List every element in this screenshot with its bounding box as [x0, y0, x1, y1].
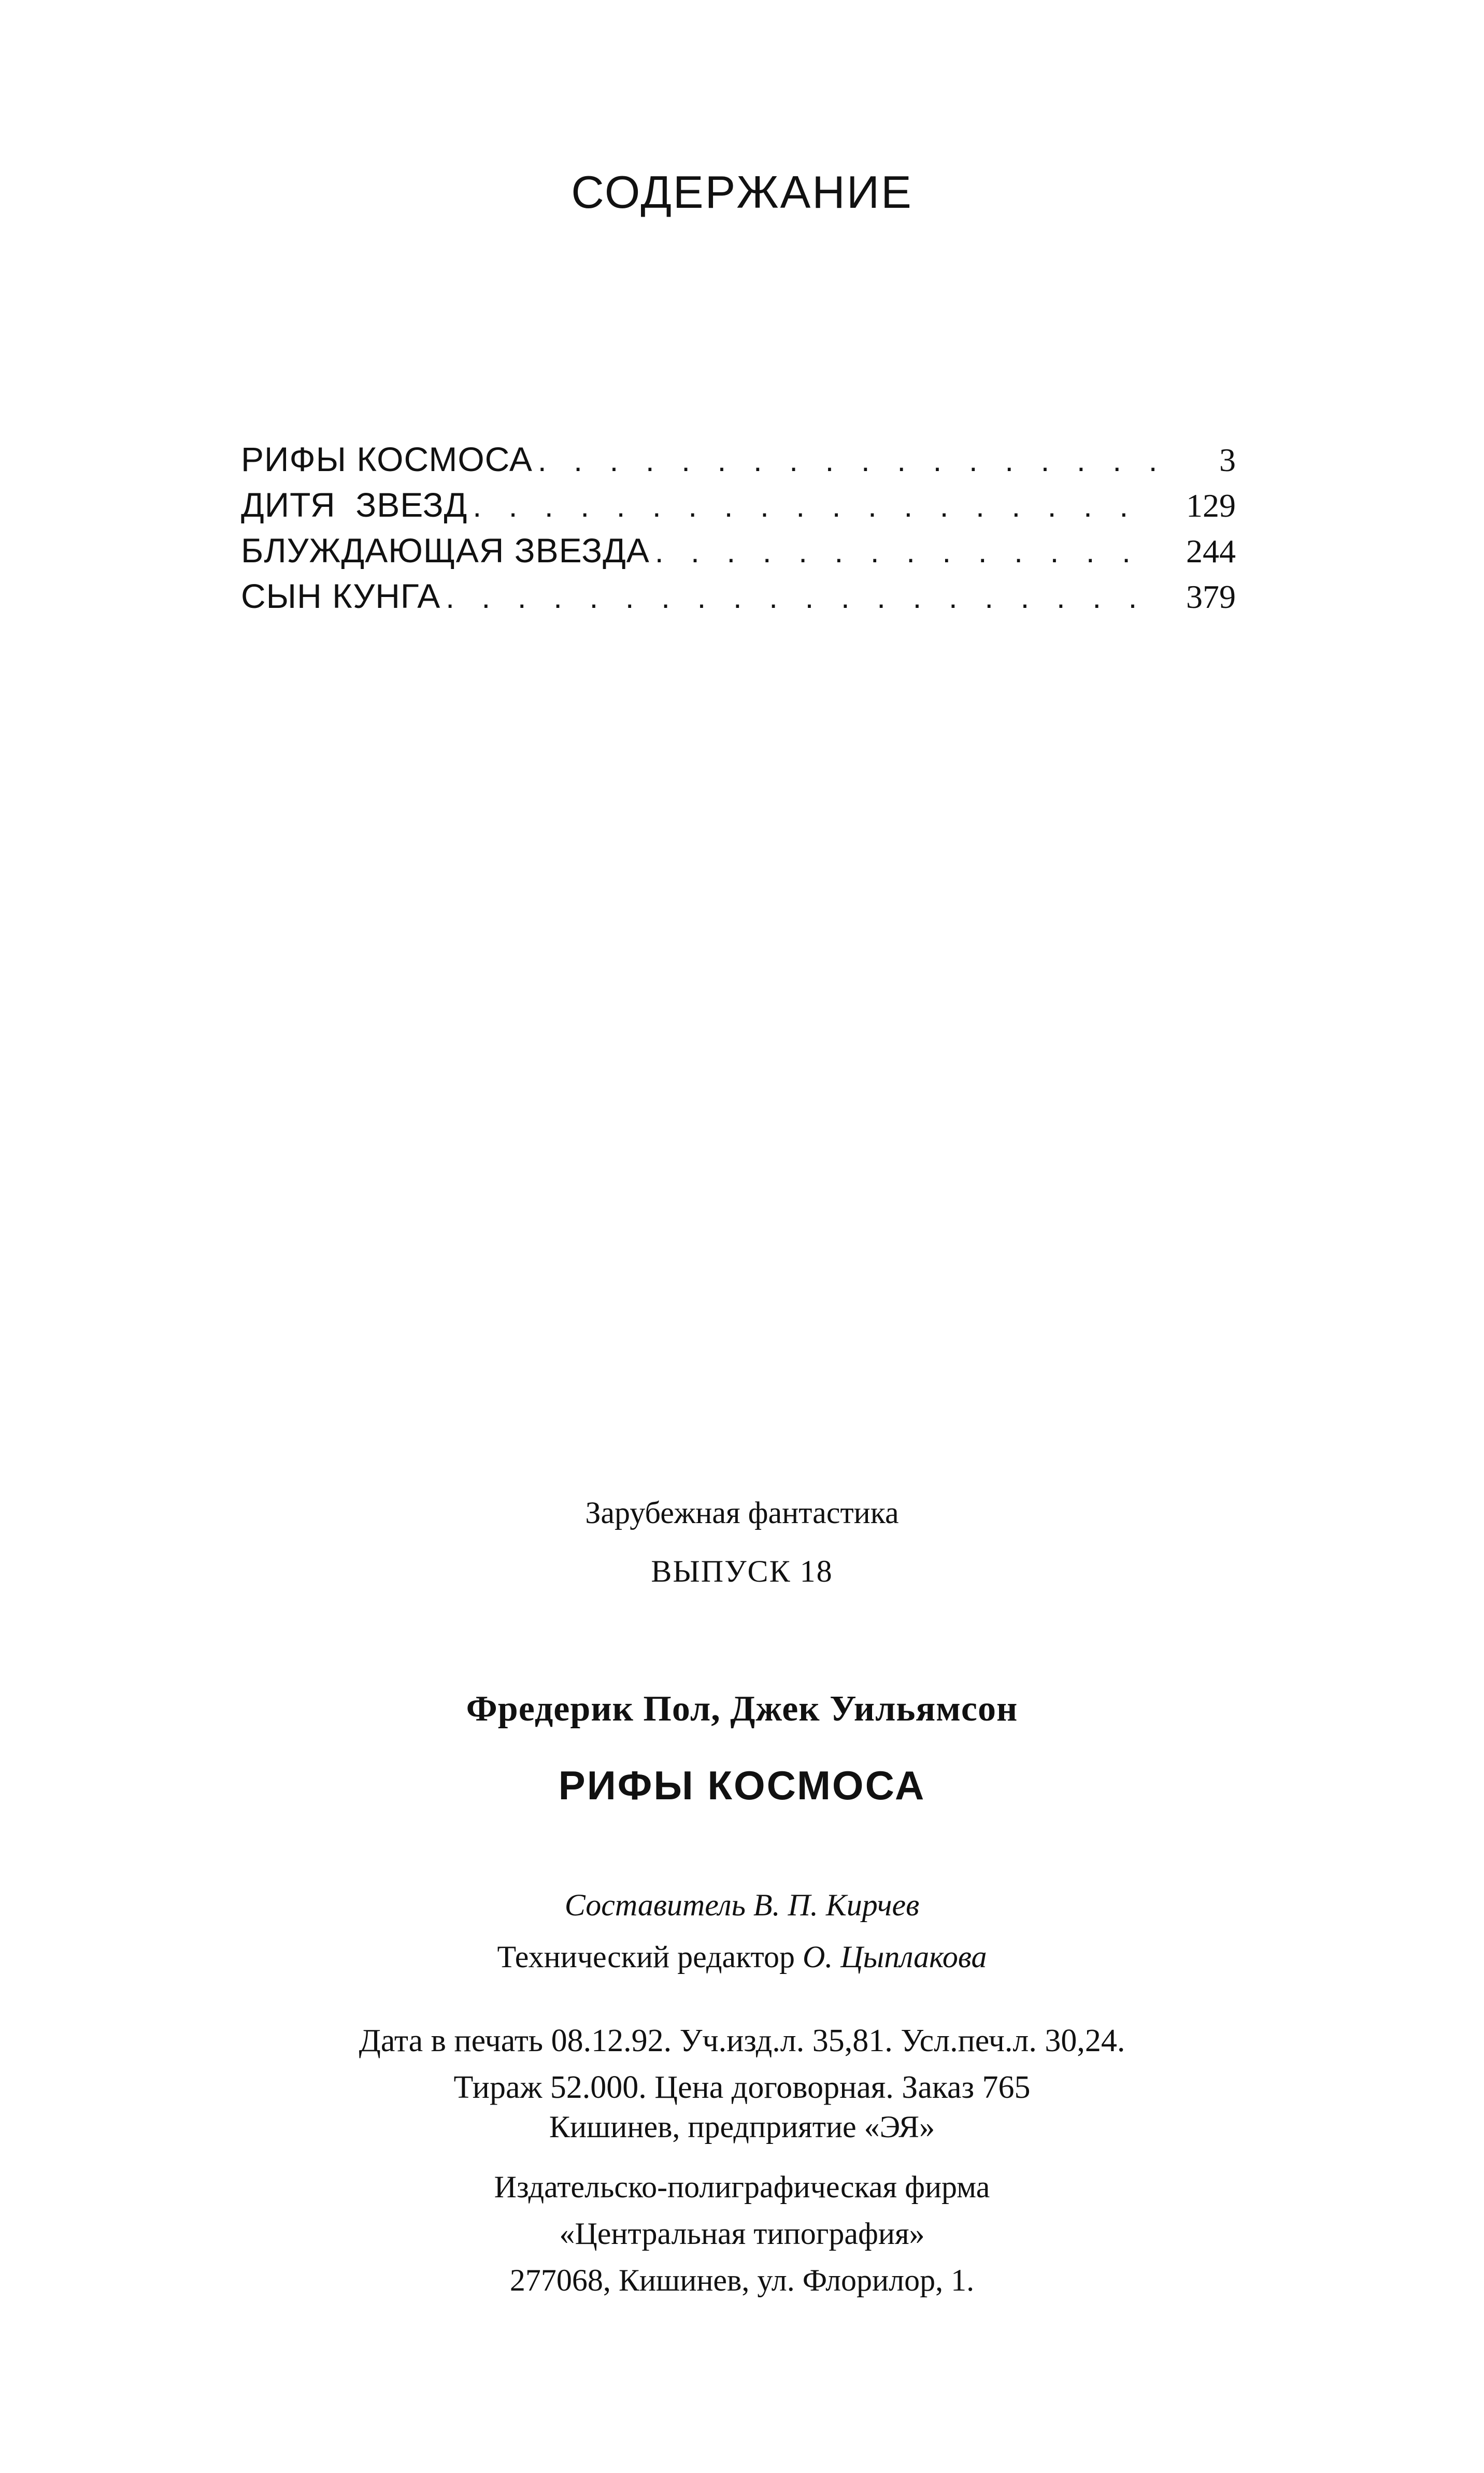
tech-editor-name: О. Цыплакова [802, 1940, 987, 1974]
toc-leader-dots [538, 443, 1158, 478]
print-line: Тираж 52.000. Цена договорная. Заказ 765 [453, 2070, 1031, 2105]
compiler-label: Составитель [564, 1888, 746, 1922]
toc-leader-dots [446, 579, 1158, 615]
publisher: Кишинев, предприятие «ЭЯ» [549, 2110, 935, 2144]
toc-item-page: 3 [1219, 442, 1236, 478]
printer-line: «Центральная типография» [559, 2216, 925, 2251]
printer-line: 277068, Кишинев, ул. Флорилор, 1. [509, 2263, 975, 2297]
toc-item-title: ДИТЯ ЗВЕЗД [241, 486, 468, 524]
tech-editor-credit [0, 1939, 1484, 1975]
toc-item-title: БЛУЖДАЮЩАЯ ЗВЕЗДА [241, 531, 650, 570]
toc-item[interactable] [241, 439, 1236, 485]
toc-leader-dots [655, 534, 1158, 570]
toc-item-title: РИФЫ КОСМОСА [241, 440, 533, 478]
printer-line: Издательско-полиграфическая фирма [494, 2170, 990, 2204]
toc-item[interactable] [241, 576, 1236, 622]
toc-item-page: 244 [1186, 533, 1236, 570]
contents-title: СОДЕРЖАНИЕ [571, 166, 913, 218]
compiler-credit [0, 1887, 1484, 1923]
tech-editor-label: Технический редактор [497, 1940, 795, 1974]
toc-item[interactable] [241, 531, 1236, 576]
book-authors: Фредерик Пол, Джек Уильямсон [466, 1689, 1018, 1729]
print-line: Дата в печать 08.12.92. Уч.изд.л. 35,81. Усл.печ.л. 30,24. [359, 2023, 1125, 2058]
toc-leader-dots [473, 488, 1158, 524]
toc-item[interactable] [241, 485, 1236, 531]
series-name: Зарубежная фантастика [585, 1496, 899, 1530]
compiler-name: В. П. Кирчев [753, 1888, 920, 1922]
printer-details [0, 2164, 1484, 2304]
toc-item-title: СЫН КУНГА [241, 577, 441, 615]
print-details [0, 2017, 1484, 2111]
issue-number: ВЫПУСК 18 [651, 1554, 833, 1588]
toc-item-page: 129 [1186, 487, 1236, 524]
table-of-contents [241, 439, 1236, 622]
toc-item-page: 379 [1186, 578, 1236, 615]
book-title: РИФЫ КОСМОСА [558, 1763, 926, 1808]
